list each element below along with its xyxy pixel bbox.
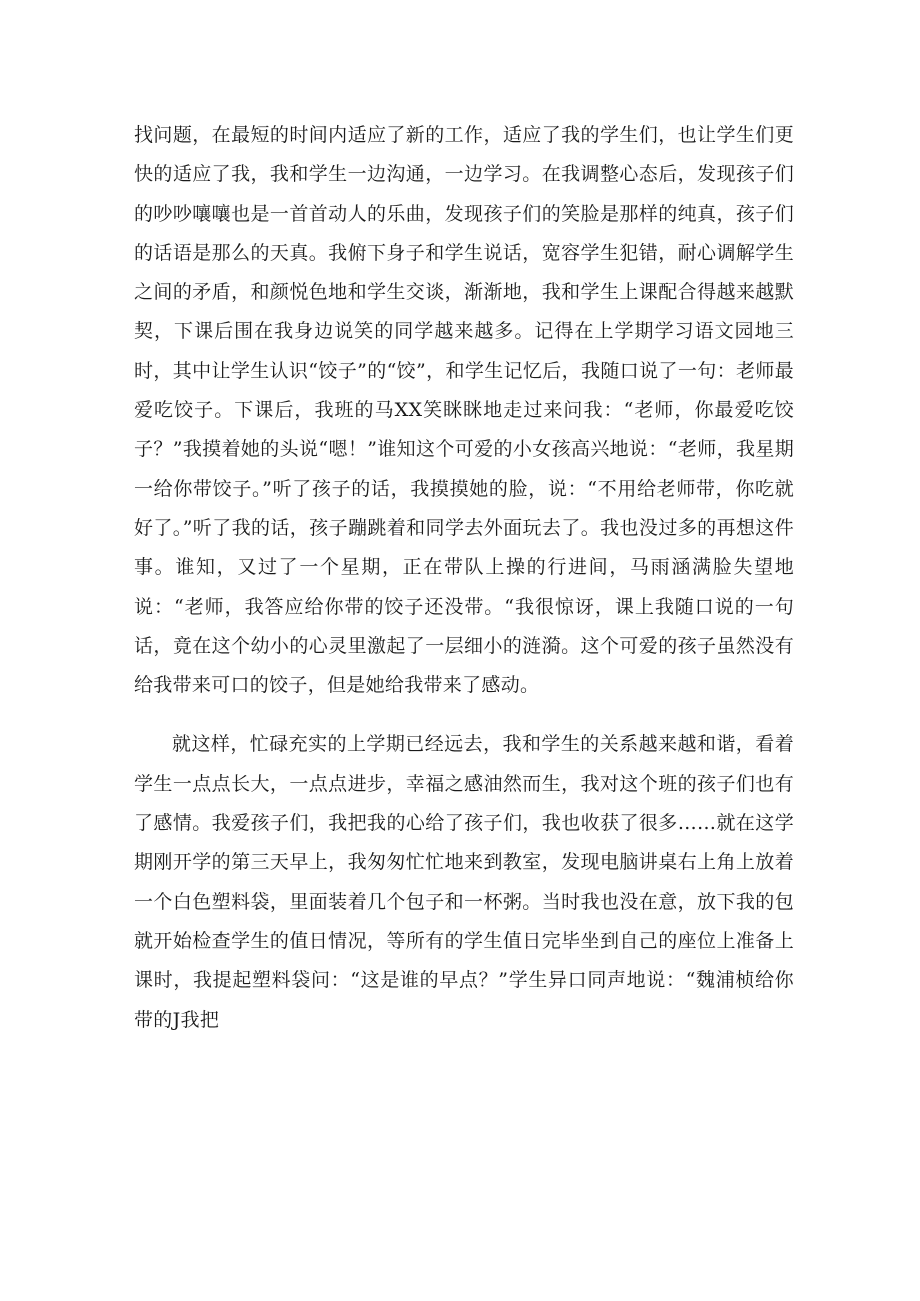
paragraph-1: 找问题，在最短的时间内适应了新的工作，适应了我的学生们，也让学生们更快的适应了我，我和学生一边沟通，一边学习。在我调整心态后，发现孩子们的吵吵嚷嚷也是一首首动人的乐曲，发现孩子们的笑脸是那样的纯真，孩子们的话语是那么的天真。我俯下身子和学生说话，宽容学生犯错，耐心调解学生之间的矛盾，和颜悦色地和学生交谈，渐渐地，我和学生上课配合得越来越默契，下课后围在我身边说笑的同学越来越多。记得在上学期学习语文园地三时，其中让学生认识“饺子”的“饺”，和学生记忆后，我随口说了一句：老师最爱吃饺子。下课后，我班的马XX笑眯眯地走过来问我：“老师，你最爱吃饺子？”我摸着她的头说“嗯！”谁知这个可爱的小女孩高兴地说：“老师，我星期一给你带饺子。”听了孩子的话，我摸摸她的脸，说：“不用给老师带，你吃就好了。”听了我的话，孩子蹦跳着和同学去外面玩去了。我也没过多的再想这件事。谁知，又过了一个星期，正在带队上操的行进间，马雨涵满脸失望地说：“老师，我答应给你带的饺子还没带。“我很惊讶，课上我随口说的一句话，竟在这个幼小的心灵里激起了一层细小的涟漪。这个可爱的孩子虽然没有给我带来可口的饺子，但是她给我带来了感动。 bbox=[134, 124, 794, 697]
paragraph-2: 就这样，忙碌充实的上学期已经远去，我和学生的关系越来越和谐，看着学生一点点长大，一点点进步，幸福之感油然而生，我对这个班的孩子们也有了感情。我爱孩子们，我把我的心给了孩子们，我也收获了很多……就在这学期刚开学的第三天早上，我匆匆忙忙地来到教室，发现电脑讲桌右上角上放着一个白色塑料袋，里面装着几个包子和一杯粥。当时我也没在意，放下我的包就开始检查学生的值日情况，等所有的学生值日完毕坐到自己的座位上准备上课时，我提起塑料袋问：“这是谁的早点？”学生异口同声地说：“魏浦桢给你带的J我把 bbox=[134, 733, 794, 1031]
document-body bbox=[134, 116, 794, 1040]
